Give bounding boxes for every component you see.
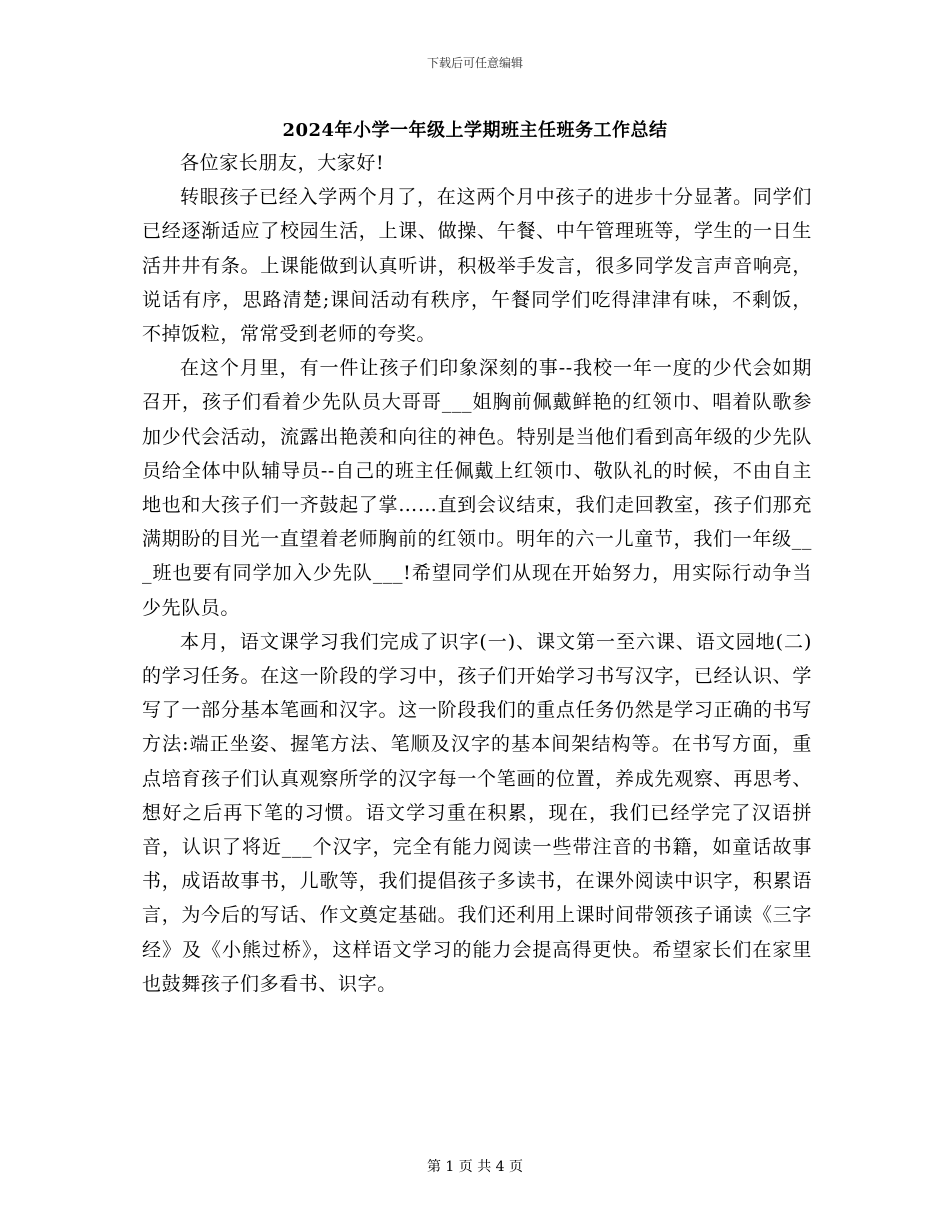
page-number-footer: 第 1 页 共 4 页 xyxy=(426,1159,524,1175)
paragraph-progress: 转眼孩子已经入学两个月了，在这两个月中孩子的进步十分显著。同学们已经逐渐适应了校园生活，上课、做操、午餐、中午管理班等，学生的一日生活井井有条。上课能做到认真听讲，积极举手发言，很多同学发言声音响亮，说话有序，思路清楚;课间活动有秩序，午餐同学们吃得津津有味，不剩饭，不掉饭粒，常常受到老师的夸奖。 xyxy=(142,186,812,346)
document-body xyxy=(142,146,812,1001)
paragraph-pioneer-meeting: 在这个月里，有一件让孩子们印象深刻的事--我校一年一度的少代会如期召开，孩子们看着少先队员大哥哥___姐胸前佩戴鲜艳的红领巾、唱着队歌参加少代会活动，流露出艳羡和向往的神色。特别是当他们看到高年级的少先队员给全体中队辅导员--自己的班主任佩戴上红领巾、敬队礼的时候，不由自主地也和大孩子们一齐鼓起了掌……直到会议结束，我们走回教室，孩子们那充满期盼的目光一直望着老师胸前的红领巾。明年的六一儿童节，我们一年级___班也要有同学加入少先队___!希望同学们从现在开始努力，用实际行动争当少先队员。 xyxy=(142,357,812,619)
document-title: 2024年小学一年级上学期班主任班务工作总结 xyxy=(282,120,668,141)
page-header: 下载后可任意编辑 xyxy=(426,56,523,70)
paragraph-greeting: 各位家长朋友，大家好! xyxy=(180,152,385,174)
paragraph-chinese-study: 本月，语文课学习我们完成了识字(一)、课文第一至六课、语文园地(二)的学习任务。在这一阶段的学习中，孩子们开始学习书写汉字，已经认识、学写了一部分基本笔画和汉字。这一阶段我们的重点任务仍然是学习正确的书写方法:端正坐姿、握笔方法、笔顺及汉字的基本间架结构等。在书写方面，重点培育孩子们认真观察所学的汉字每一个笔画的位置，养成先观察、再思考、想好之后再下笔的习惯。语文学习重在积累，现在，我们已经学完了汉语拼音，认识了将近___个汉字，完全有能力阅读一些带注音的书籍，如童话故事书，成语故事书，儿歌等，我们提倡孩子多读书，在课外阅读中识字，积累语言，为今后的写话、作文奠定基础。我们还利用上课时间带领孩子诵读《三字经》及《小熊过桥》，这样语文学习的能力会提高得更快。希望家长们在家里也鼓舞孩子们多看书、识字。 xyxy=(142,630,812,995)
